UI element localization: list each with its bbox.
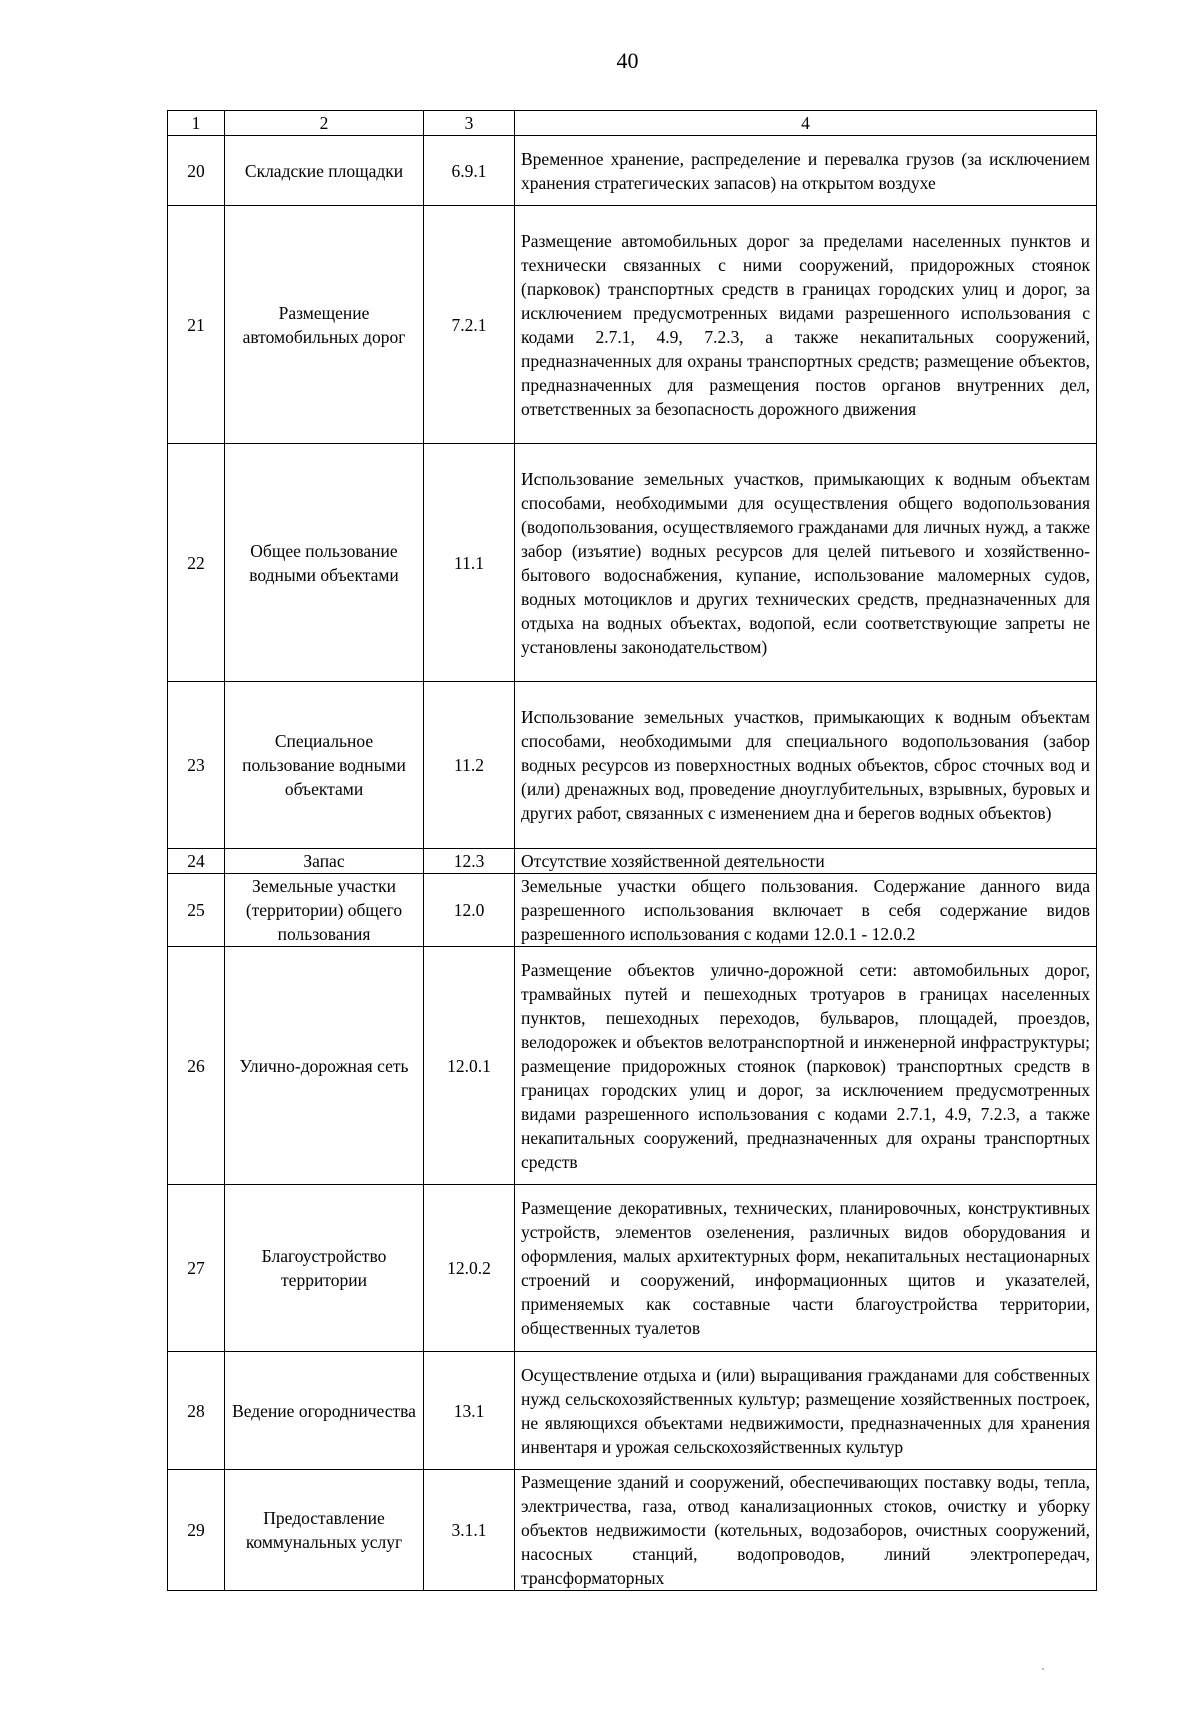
- use-type-name: Запас: [225, 849, 424, 874]
- use-type-name: Общее пользование водными объектами: [225, 444, 424, 682]
- table-row: [168, 874, 1097, 947]
- use-type-name: Земельные участки (территории) общего пользования: [225, 874, 424, 947]
- use-type-description: Использование земельных участков, примыкающих к водным объектам способами, необходимыми для осуществления общего водопользования (водопользования, осуществляемого гражданами для личных нужд, а также забор (изъятие) водных ресурсов для целей питьевого и хозяйственно-бытового водоснабжения, купание, использование маломерных судов, водных мотоциклов и других технических средств, предназначенных для отдыха на водных объектах, водопой, если соответствующие запреты не установлены законодательством): [515, 444, 1097, 682]
- table-row: [168, 1352, 1097, 1470]
- use-type-name: Ведение огородничества: [225, 1352, 424, 1470]
- use-type-description: Временное хранение, распределение и перевалка грузов (за исключением хранения стратегических запасов) на открытом воздухе: [515, 136, 1097, 206]
- use-type-code: 12.3: [424, 849, 515, 874]
- use-type-code: 11.1: [424, 444, 515, 682]
- use-type-description: Отсутствие хозяйственной деятельности: [515, 849, 1097, 874]
- use-type-description: Размещение декоративных, технических, планировочных, конструктивных устройств, элементов озеленения, различных видов оборудования и оформления, малых архитектурных форм, некапитальных нестационарных строений и сооружений, информационных щитов и указателей, применяемых как составные части благоустройства территории, общественных туалетов: [515, 1185, 1097, 1352]
- table-row: [168, 206, 1097, 444]
- use-type-code: 12.0.2: [424, 1185, 515, 1352]
- use-type-name: Благоустройство территории: [225, 1185, 424, 1352]
- table-row: [168, 444, 1097, 682]
- use-type-name: Улично-дорожная сеть: [225, 947, 424, 1185]
- table-body: [168, 136, 1097, 1591]
- scan-speck: [1042, 1668, 1044, 1670]
- row-number: 28: [168, 1352, 225, 1470]
- use-type-description: Размещение объектов улично-дорожной сети: автомобильных дорог, трамвайных путей и пешеходных тротуаров в границах населенных пунктов, пешеходных переходов, бульваров, площадей, проездов, велодорожек и объектов велотранспортной и инженерной инфраструктуры; размещение придорожных стоянок (парковок) транспортных средств в границах городских улиц и дорог, за исключением предусмотренных видами разрешенного использования с кодами 2.7.1, 4.9, 7.2.3, а также некапитальных сооружений, предназначенных для охраны транспортных средств: [515, 947, 1097, 1185]
- use-type-code: 12.0: [424, 874, 515, 947]
- use-type-description: Использование земельных участков, примыкающих к водным объектам способами, необходимыми для специального водопользования (забор водных ресурсов из поверхностных водных объектов, сброс сточных вод и (или) дренажных вод, проведение дноуглубительных, взрывных, буровых и других работ, связанных с изменением дна и берегов водных объектов): [515, 682, 1097, 849]
- use-type-code: 12.0.1: [424, 947, 515, 1185]
- header-col-4: 4: [515, 111, 1097, 136]
- table-row: [168, 136, 1097, 206]
- row-number: 27: [168, 1185, 225, 1352]
- use-type-code: 6.9.1: [424, 136, 515, 206]
- table-row: [168, 1470, 1097, 1591]
- land-use-table: [167, 110, 1097, 1591]
- header-col-3: 3: [424, 111, 515, 136]
- table-row: [168, 682, 1097, 849]
- table-row: [168, 849, 1097, 874]
- header-col-1: 1: [168, 111, 225, 136]
- use-type-code: 7.2.1: [424, 206, 515, 444]
- use-type-name: Специальное пользование водными объектами: [225, 682, 424, 849]
- row-number: 24: [168, 849, 225, 874]
- use-type-description: Земельные участки общего пользования. Содержание данного вида разрешенного использования включает в себя содержание видов разрешенного использования с кодами 12.0.1 - 12.0.2: [515, 874, 1097, 947]
- use-type-name: Складские площадки: [225, 136, 424, 206]
- header-col-2: 2: [225, 111, 424, 136]
- row-number: 26: [168, 947, 225, 1185]
- row-number: 21: [168, 206, 225, 444]
- use-type-description: Размещение автомобильных дорог за пределами населенных пунктов и технически связанных с ними сооружений, придорожных стоянок (парковок) транспортных средств в границах городских улиц и дорог, за исключением предусмотренных видами разрешенного использования с кодами 2.7.1, 4.9, 7.2.3, а также некапитальных сооружений, предназначенных для охраны транспортных средств; размещение объектов, предназначенных для размещения постов органов внутренних дел, ответственных за безопасность дорожного движения: [515, 206, 1097, 444]
- use-type-description: Осуществление отдыха и (или) выращивания гражданами для собственных нужд сельскохозяйственных культур; размещение хозяйственных построек, не являющихся объектами недвижимости, предназначенных для хранения инвентаря и урожая сельскохозяйственных культур: [515, 1352, 1097, 1470]
- row-number: 20: [168, 136, 225, 206]
- table-row: [168, 947, 1097, 1185]
- use-type-code: 11.2: [424, 682, 515, 849]
- row-number: 25: [168, 874, 225, 947]
- use-type-name: Предоставление коммунальных услуг: [225, 1470, 424, 1591]
- table-header: [168, 111, 1097, 136]
- header-row: [168, 111, 1097, 136]
- row-number: 22: [168, 444, 225, 682]
- table-row: [168, 1185, 1097, 1352]
- use-type-name: Размещение автомобильных дорог: [225, 206, 424, 444]
- page-number: 40: [616, 48, 639, 73]
- use-type-code: 13.1: [424, 1352, 515, 1470]
- row-number: 29: [168, 1470, 225, 1591]
- use-type-code: 3.1.1: [424, 1470, 515, 1591]
- row-number: 23: [168, 682, 225, 849]
- use-type-description: Размещение зданий и сооружений, обеспечивающих поставку воды, тепла, электричества, газа, отвод канализационных стоков, очистку и уборку объектов недвижимости (котельных, водозаборов, очистных сооружений, насосных станций, водопроводов, линий электропередач, трансформаторных: [515, 1470, 1097, 1591]
